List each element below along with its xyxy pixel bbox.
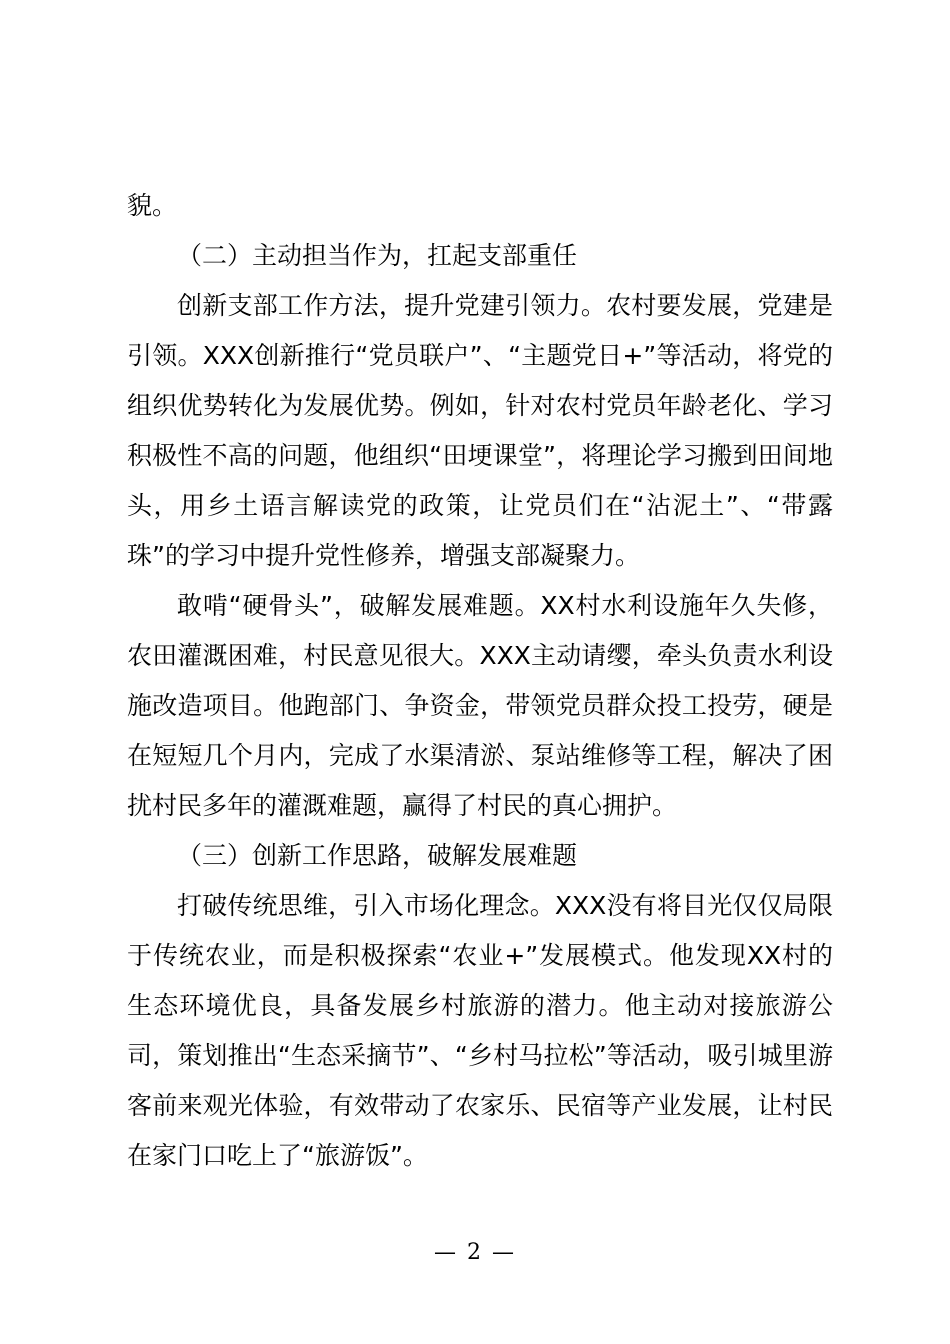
paragraph-market-thinking: 打破传统思维，引入市场化理念。XXX没有将目光仅仅局限于传统农业，而是积极探索“农业+”发展模式。他发现XX村的生态环境优良，具备发展乡村旅游的潜力。他主动对接旅游公司，策划推出“生态采摘节”、“乡村马拉松”等活动，吸引城里游客前来观光体验，有效带动了农家乐、民宿等产业发展，让村民在家门口吃上了“旅游饭”。 (127, 891, 833, 1170)
body-text (127, 181, 833, 1181)
section-heading-two: （二）主动担当作为，扛起支部重任 (177, 241, 578, 270)
section-heading-three: （三）创新工作思路，破解发展难题 (177, 841, 578, 870)
paragraph-party-building: 创新支部工作方法，提升党建引领力。农村要发展，党建是引领。XXX创新推行“党员联户”、“主题党日+”等活动，将党的组织优势转化为发展优势。例如，针对农村党员年龄老化、学习积极性不高的问题，他组织“田埂课堂”，将理论学习搬到田间地头，用乡土语言解读党的政策，让党员们在“沾泥土”、“带露珠”的学习中提升党性修养，增强支部凝聚力。 (127, 291, 833, 570)
page-number: — 2 — (434, 1240, 516, 1265)
paragraph-continuation: 貌。 (127, 191, 178, 220)
paragraph-water-conservancy: 敢啃“硬骨头”，破解发展难题。XX村水利设施年久失修，农田灌溉困难，村民意见很大。XXX主动请缨，牵头负责水利设施改造项目。他跑部门、争资金，带领党员群众投工投劳，硬是在短短几个月内，完成了水渠清淤、泵站维修等工程，解决了困扰村民多年的灌溉难题，赢得了村民的真心拥护。 (127, 591, 833, 820)
